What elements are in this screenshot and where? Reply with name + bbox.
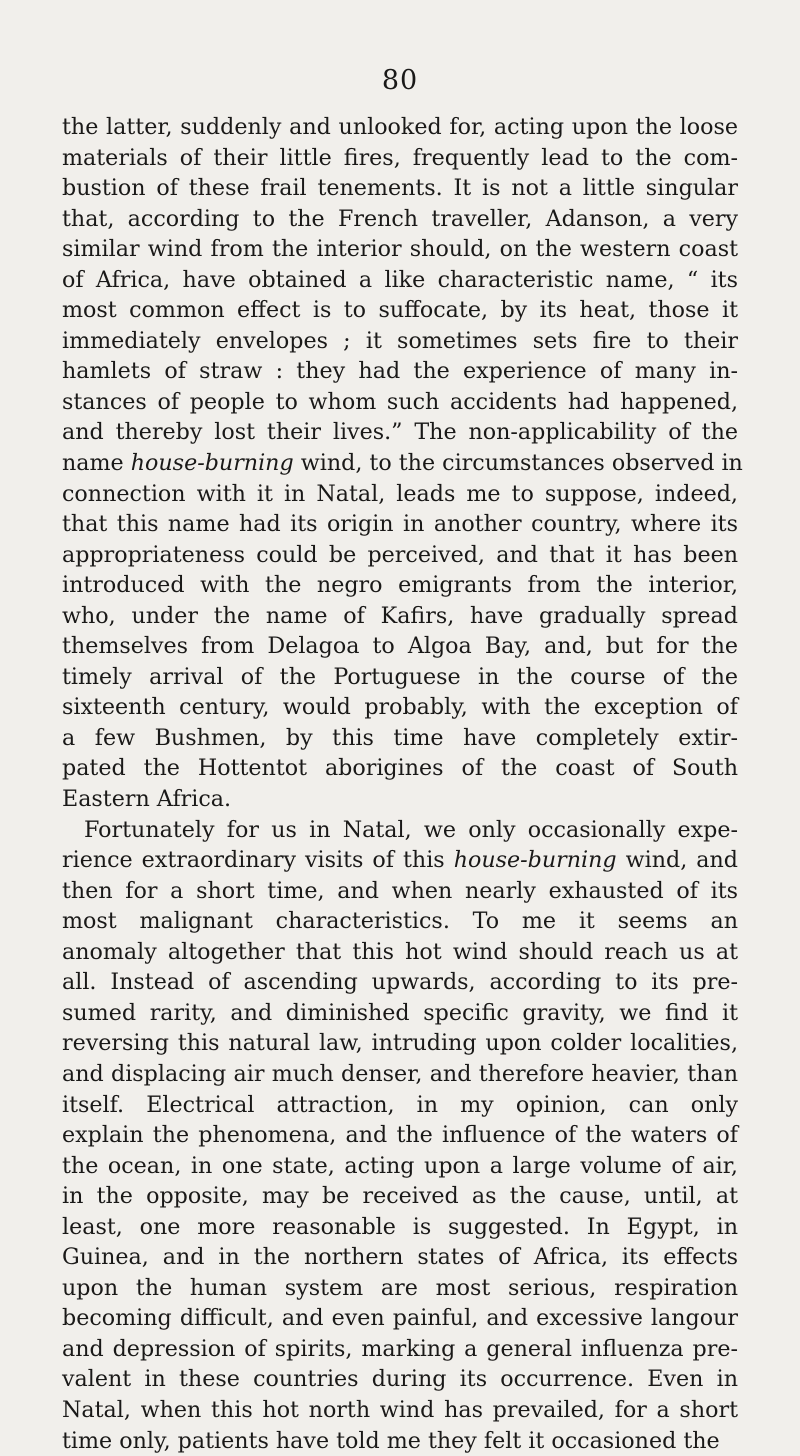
- text-line: [62, 1090, 738, 1121]
- text-segment: Guinea, and in the northern states of Africa, its effects: [62, 1244, 738, 1271]
- text-line: [62, 784, 738, 815]
- text-segment: Natal, when this hot north wind has prevailed, for a short: [62, 1396, 738, 1423]
- text-line: [62, 234, 738, 265]
- text-line: [62, 1151, 738, 1182]
- text-line: [62, 723, 738, 754]
- text-line: [62, 662, 738, 693]
- italic-term: house-burning: [453, 847, 617, 874]
- text-segment: most malignant characteristics. To me it seems an: [62, 908, 738, 935]
- text-segment: introduced with the negro emigrants from the interior,: [62, 572, 738, 599]
- text-line: [62, 937, 738, 968]
- text-line: [62, 540, 738, 571]
- italic-term: house-burning: [130, 450, 294, 477]
- text-line: [62, 417, 738, 448]
- text-segment: and depression of spirits, marking a general influenza pre-: [62, 1335, 738, 1362]
- text-segment: sumed rarity, and diminished specific gravity, we find it: [62, 999, 738, 1026]
- text-line: [62, 1120, 738, 1151]
- text-segment: stances of people to whom such accidents had happened,: [62, 388, 738, 415]
- text-segment: that, according to the French traveller, Adanson, a very: [62, 205, 738, 232]
- text-line: [62, 601, 738, 632]
- text-segment: explain the phenomena, and the influence of the waters of: [62, 1122, 738, 1149]
- text-line: [62, 1028, 738, 1059]
- text-line: [62, 204, 738, 235]
- text-segment: and displacing air much denser, and therefore heavier, than: [62, 1060, 738, 1087]
- text-segment: in the opposite, may be received as the cause, until, at: [62, 1183, 738, 1210]
- text-line: [62, 1364, 738, 1395]
- text-segment: valent in these countries during its occurrence. Even in: [62, 1366, 738, 1393]
- text-segment: time only, patients have told me they felt it occasioned the: [62, 1427, 720, 1454]
- text-line: [62, 876, 738, 907]
- text-segment: and thereby lost their lives.” The non-applicability of the: [62, 419, 738, 446]
- text-line: [62, 112, 738, 143]
- text-line: [62, 1334, 738, 1365]
- text-line: [62, 1242, 738, 1273]
- text-segment: then for a short time, and when nearly exhausted of its: [62, 877, 738, 904]
- text-segment: timely arrival of the Portuguese in the course of the: [62, 663, 738, 690]
- text-line: [62, 631, 738, 662]
- text-line: [62, 692, 738, 723]
- text-segment: materials of their little fires, frequently lead to the com-: [62, 144, 738, 171]
- text-line: [62, 570, 738, 601]
- text-line: [62, 143, 738, 174]
- text-segment: the latter, suddenly and unlooked for, acting upon the loose: [62, 114, 738, 140]
- text-segment: sixteenth century, would probably, with the exception of: [62, 694, 738, 721]
- text-segment: immediately envelopes ; it sometimes sets fire to their: [62, 327, 738, 354]
- text-line: [62, 906, 738, 937]
- text-segment: most common effect is to suffocate, by its heat, those it: [62, 297, 738, 324]
- text-line: [62, 967, 738, 998]
- text-segment: rience extraordinary visits of this: [62, 847, 454, 874]
- text-segment: bustion of these frail tenements. It is not a little singular: [62, 175, 738, 202]
- text-segment: of Africa, have obtained a like characteristic name, “ its: [62, 266, 738, 293]
- text-line: [62, 1395, 738, 1426]
- text-segment: all. Instead of ascending upwards, according to its pre-: [62, 969, 738, 996]
- text-segment: wind, to the circumstances observed in: [293, 450, 743, 477]
- text-segment: reversing this natural law, intruding upon colder localities,: [62, 1030, 738, 1057]
- text-line: [62, 1273, 738, 1304]
- text-line: [62, 998, 738, 1029]
- text-segment: appropriateness could be perceived, and that it has been: [62, 541, 738, 568]
- text-line: [62, 173, 738, 204]
- text-line: [62, 1059, 738, 1090]
- text-segment: pated the Hottentot aborigines of the coast of South: [62, 755, 738, 782]
- text-segment: similar wind from the interior should, on the western coast: [62, 236, 738, 263]
- text-body: [62, 112, 743, 1456]
- text-segment: the ocean, in one state, acting upon a large volume of air,: [62, 1152, 738, 1179]
- page-number: 80: [381, 65, 419, 96]
- text-line: [62, 1181, 738, 1212]
- text-segment: anomaly altogether that this hot wind should reach us at: [62, 938, 738, 965]
- text-segment: upon the human system are most serious, respiration: [62, 1274, 738, 1301]
- text-segment: Eastern Africa.: [62, 786, 232, 813]
- text-line: [62, 356, 738, 387]
- text-segment: name: [62, 450, 131, 477]
- text-line: [62, 509, 738, 540]
- text-line: [62, 479, 738, 510]
- text-line: [62, 1303, 738, 1334]
- text-line: [62, 448, 743, 479]
- text-segment: who, under the name of Kafirs, have gradually spread: [62, 602, 738, 629]
- text-line: [62, 1426, 738, 1456]
- text-line: [62, 265, 738, 296]
- text-segment: least, one more reasonable is suggested. In Egypt, in: [62, 1213, 738, 1240]
- text-segment: a few Bushmen, by this time have completely extir-: [62, 724, 738, 751]
- text-segment: that this name had its origin in another country, where its: [62, 511, 738, 538]
- text-segment: becoming difficult, and even painful, and excessive langour: [62, 1305, 738, 1332]
- text-segment: itself. Electrical attraction, in my opinion, can only: [62, 1091, 738, 1118]
- text-segment: Fortunately for us in Natal, we only occasionally expe-: [84, 816, 738, 843]
- text-line: [62, 387, 738, 418]
- text-line: [62, 753, 738, 784]
- text-line: [62, 326, 738, 357]
- text-segment: connection with it in Natal, leads me to suppose, indeed,: [62, 480, 738, 507]
- text-line: [62, 845, 738, 876]
- text-line: [62, 295, 738, 326]
- text-line: [62, 815, 738, 846]
- text-segment: hamlets of straw : they had the experience of many in-: [62, 358, 738, 385]
- text-line: [62, 1212, 738, 1243]
- text-segment: themselves from Delagoa to Algoa Bay, and, but for the: [62, 633, 738, 660]
- text-segment: wind, and: [616, 847, 738, 874]
